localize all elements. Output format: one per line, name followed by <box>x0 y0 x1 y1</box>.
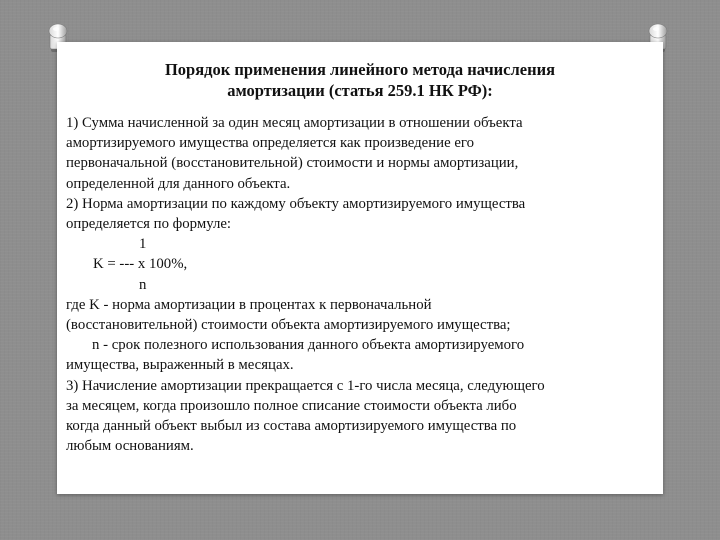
body-line: определенной для данного объекта. <box>66 175 291 192</box>
body-line: амортизируемого имущества определяется как произведение его <box>66 135 475 152</box>
body-line: определяется по формуле: <box>66 216 232 233</box>
body-line: n - срок полезного использования данного объекта амортизируемого <box>92 337 525 354</box>
body-line: (восстановительной) стоимости объекта амортизируемого имущества; <box>66 317 511 334</box>
formula-main: K = --- x 100%, <box>93 256 188 273</box>
body-line: 3) Начисление амортизации прекращается с 1-го числа месяца, следующего <box>66 377 545 394</box>
slide-title <box>57 59 663 101</box>
body-line: где K - норма амортизации в процентах к первоначальной <box>66 296 432 313</box>
title-line-2: амортизации (статья 259.1 НК РФ): <box>227 81 493 100</box>
title-line-1: Порядок применения линейного метода начисления <box>164 60 556 79</box>
formula-denominator: n <box>139 276 147 293</box>
slide-body <box>66 113 662 456</box>
body-line: любым основаниям. <box>66 438 194 455</box>
slide-card <box>57 42 663 494</box>
body-line: первоначальной (восстановительной) стоимости и нормы амортизации, <box>66 155 519 172</box>
body-line: 1) Сумма начисленной за один месяц амортизации в отношении объекта <box>66 115 523 131</box>
body-line: когда данный объект выбыл из состава амортизируемого имущества по <box>66 418 517 435</box>
body-line: 2) Норма амортизации по каждому объекту амортизируемого имущества <box>66 195 526 212</box>
body-line: имущества, выраженный в месяцах. <box>66 357 294 374</box>
formula-numerator: 1 <box>139 236 147 253</box>
body-line: за месяцем, когда произошло полное списание стоимости объекта либо <box>66 397 517 414</box>
